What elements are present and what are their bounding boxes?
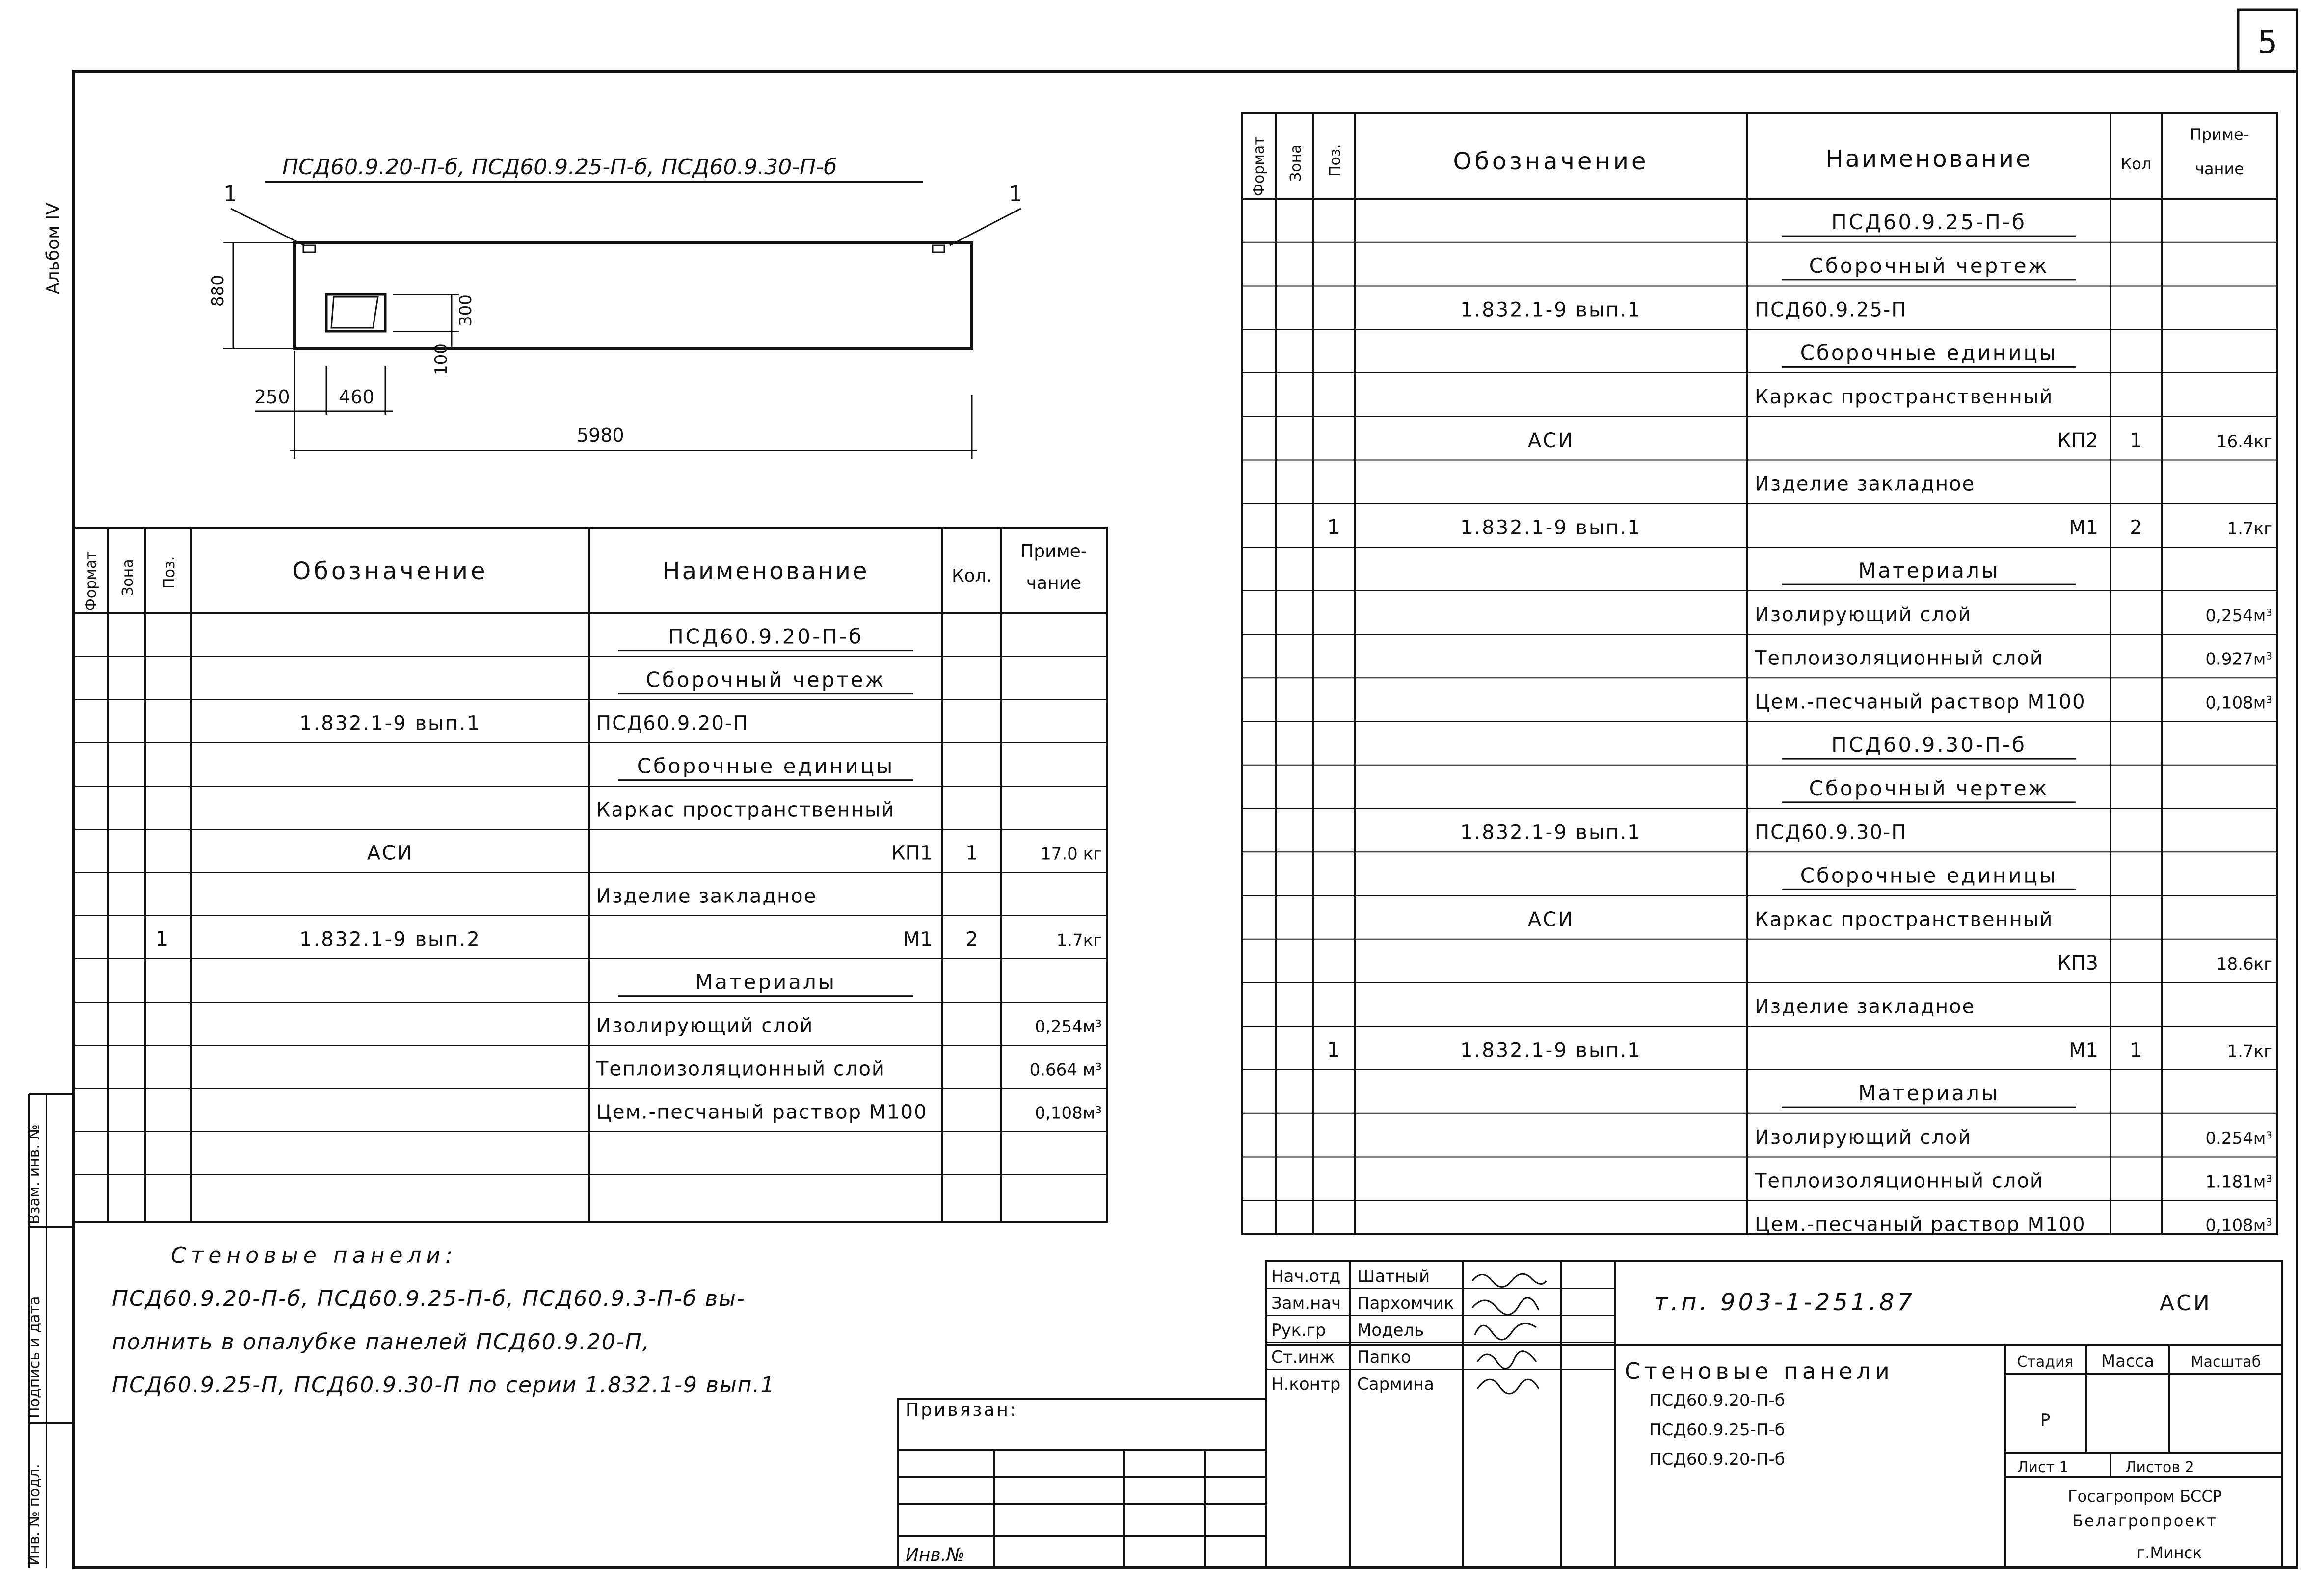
note-line-2: ПСД60.9.20-П-б, ПСД60.9.25-П-б, ПСД60.9.3-П-б вы- <box>112 1286 746 1311</box>
lt-head-note1: Приме- <box>1020 541 1087 561</box>
signatures <box>1472 1274 1546 1394</box>
row-name: ПСД60.9.25-П <box>1755 298 1907 321</box>
right-spec-table <box>1242 113 2277 1236</box>
row-name: ПСД60.9.20-П-б <box>668 624 863 649</box>
row-note: 18.6кг <box>2216 954 2272 974</box>
stage-value: Р <box>2040 1410 2051 1430</box>
row-pos: 1 <box>155 926 169 951</box>
lt-head-pos: Поз. <box>161 556 178 589</box>
signer-role: Зам.нач <box>1271 1294 1341 1313</box>
signers <box>1271 1267 1454 1394</box>
rt-head-zone: Зона <box>1287 144 1305 182</box>
note-line-3: полнить в опалубке панелей ПСД60.9.20-П, <box>112 1329 650 1354</box>
doc-sub1: ПСД60.9.20-П-б <box>1649 1391 1785 1410</box>
row-designation: 1.832.1-9 вып.1 <box>1460 516 1642 539</box>
leader-left: 1 <box>223 182 237 207</box>
signer-role: Н.контр <box>1271 1375 1341 1394</box>
row-name: Каркас пространственный <box>1755 908 2054 931</box>
doc-sub2: ПСД60.9.25-П-б <box>1649 1420 1785 1440</box>
note-line-4: ПСД60.9.25-П, ПСД60.9.30-П по серии 1.832.1-9 вып.1 <box>112 1373 775 1398</box>
row-designation: 1.832.1-9 вып.2 <box>299 928 481 951</box>
row-note: 1.7кг <box>2227 519 2272 539</box>
lt-head-name: Наименование <box>662 557 869 585</box>
row-note: 0,108м³ <box>2205 693 2272 713</box>
row-designation: АСИ <box>1527 908 1575 931</box>
row-qty: 1 <box>965 842 978 865</box>
row-qty: 1 <box>2130 429 2142 452</box>
row-note: 16.4кг <box>2216 431 2272 451</box>
dim-left: 250 <box>254 386 290 408</box>
row-name: Теплоизоляционный слой <box>1755 647 2044 670</box>
signer-role: Рук.гр <box>1271 1321 1326 1340</box>
doc-title: Стеновые панели <box>1625 1358 1894 1384</box>
row-name: КП3 <box>2057 952 2098 975</box>
row-name: Сборочные единицы <box>1800 863 2058 888</box>
stage-label: Стадия <box>2017 1353 2074 1371</box>
row-name: ПСД60.9.25-П-б <box>1831 210 2027 235</box>
panel-drawing <box>208 155 1022 459</box>
org-line1: Госагропром БССР <box>2067 1487 2222 1506</box>
lt-head-format: Формат <box>82 551 100 611</box>
mass-label: Масса <box>2101 1351 2155 1371</box>
lt-head-note2: чание <box>1026 573 1082 593</box>
dim-offset: 100 <box>431 344 451 375</box>
row-qty: 2 <box>2130 516 2142 539</box>
row-note: 17.0 кг <box>1041 844 1102 864</box>
row-designation: АСИ <box>1527 429 1575 452</box>
row-name: Изолирующий слой <box>1755 603 1972 626</box>
row-name: Сборочный чертеж <box>645 667 886 692</box>
row-name: Материалы <box>1858 558 2000 583</box>
row-qty: 1 <box>2130 1039 2142 1062</box>
row-name: Изделие закладное <box>1755 473 1976 496</box>
row-note: 0,108м³ <box>1035 1103 1102 1123</box>
album-label: Альбом IV <box>43 203 63 294</box>
signer-name: Папко <box>1357 1348 1411 1367</box>
row-name: Цем.-песчаный раствор М100 <box>1755 690 2086 714</box>
dim-total: 5980 <box>577 424 624 446</box>
rt-head-note2: чание <box>2195 159 2244 178</box>
org-line3: г.Минск <box>2137 1543 2202 1562</box>
rt-head-note1: Приме- <box>2190 125 2249 144</box>
row-designation: 1.832.1-9 вып.1 <box>1460 1039 1642 1062</box>
signer-role: Нач.отд <box>1271 1267 1341 1286</box>
row-name: Сборочные единицы <box>637 754 895 778</box>
side-stamp-a: Взам. инв. № <box>26 1124 43 1224</box>
rt-head-qty: Кол <box>2120 155 2152 173</box>
row-note: 0.927м³ <box>2205 649 2272 669</box>
row-name: М1 <box>2069 516 2098 539</box>
drawing-title: ПСД60.9.20-П-б, ПСД60.9.25-П-б, ПСД60.9.30-П-б <box>282 155 837 180</box>
doc-part: АСИ <box>2160 1291 2212 1316</box>
row-name: ПСД60.9.20-П <box>596 712 749 735</box>
row-name: КП2 <box>2057 429 2098 452</box>
lt-head-designation: Обозначение <box>292 557 488 585</box>
row-designation: 1.832.1-9 вып.1 <box>299 712 481 735</box>
dim-width: 460 <box>339 386 374 408</box>
row-designation: 1.832.1-9 вып.1 <box>1460 298 1642 321</box>
row-name: Изолирующий слой <box>596 1014 814 1037</box>
general-note <box>112 1234 897 1407</box>
row-name: М1 <box>2069 1039 2098 1062</box>
side-stamp-c: Инв. № подл. <box>26 1464 43 1565</box>
inv-no-label: Инв.№ <box>906 1545 965 1565</box>
row-note: 0,108м³ <box>2205 1216 2272 1236</box>
rt-head-pos: Поз. <box>1327 144 1344 177</box>
row-name: Теплоизоляционный слой <box>596 1058 885 1081</box>
lt-head-zone: Зона <box>119 559 136 596</box>
row-note: 1.7кг <box>2227 1041 2272 1061</box>
page-number: 5 <box>2257 25 2278 61</box>
panel-opening <box>326 294 385 331</box>
row-name: Теплоизоляционный слой <box>1755 1169 2044 1192</box>
row-note: 1.7кг <box>1056 930 1102 951</box>
rt-head-designation: Обозначение <box>1453 148 1649 175</box>
row-name: Сборочные единицы <box>1800 341 2058 365</box>
row-name: Цем.-песчаный раствор М100 <box>596 1101 928 1124</box>
row-name: Цем.-песчаный раствор М100 <box>1755 1213 2086 1236</box>
row-name: М1 <box>903 928 933 951</box>
row-name: Изолирующий слой <box>1755 1126 1972 1149</box>
signer-name: Шатный <box>1357 1267 1430 1286</box>
row-name: Сборочный чертеж <box>1809 253 2049 278</box>
privyazan-label: Привязан: <box>906 1400 1018 1420</box>
panel-outline <box>294 243 972 348</box>
row-note: 1.181м³ <box>2205 1172 2272 1192</box>
row-name: Каркас пространственный <box>1755 386 2054 409</box>
doc-sub3: ПСД60.9.20-П-б <box>1649 1450 1785 1469</box>
signer-name: Пархомчик <box>1357 1294 1454 1313</box>
row-designation: АСИ <box>367 842 414 865</box>
signer-name: Сармина <box>1357 1375 1434 1394</box>
row-name: Сборочный чертеж <box>1809 776 2049 800</box>
signer-role: Ст.инж <box>1271 1348 1335 1367</box>
lt-head-qty: Кол. <box>951 566 992 586</box>
org-line2: Белагропроект <box>2072 1511 2217 1530</box>
row-name: Материалы <box>695 970 836 994</box>
row-note: 0.664 м³ <box>1029 1060 1102 1080</box>
note-line-1: Стеновые панели: <box>171 1243 457 1268</box>
rt-head-format: Формат <box>1251 136 1268 196</box>
row-note: 0.254м³ <box>2205 1128 2272 1148</box>
sheet-label: Лист 1 <box>2017 1459 2069 1476</box>
row-name: КП1 <box>891 842 933 865</box>
row-name: Материалы <box>1858 1081 2000 1106</box>
row-name: Каркас пространственный <box>596 798 895 821</box>
row-name: ПСД60.9.30-П-б <box>1831 733 2027 757</box>
row-qty: 2 <box>965 928 978 951</box>
leader-right: 1 <box>1009 182 1022 207</box>
side-stamp-b: Подпись и дата <box>26 1296 43 1418</box>
signer-name: Модель <box>1357 1321 1424 1340</box>
left-spec-table <box>74 528 1107 1222</box>
row-pos: 1 <box>1327 1037 1340 1062</box>
scale-label: Масштаб <box>2190 1353 2261 1371</box>
row-name: ПСД60.9.30-П <box>1755 821 1907 844</box>
dim-height: 880 <box>208 275 228 307</box>
row-pos: 1 <box>1327 515 1340 539</box>
dim-opening-h: 300 <box>456 294 476 326</box>
row-note: 0,254м³ <box>1035 1017 1102 1037</box>
row-name: Изделие закладное <box>596 885 817 908</box>
doc-code: т.п. 903-1-251.87 <box>1654 1289 1915 1316</box>
row-designation: 1.832.1-9 вып.1 <box>1460 821 1642 844</box>
row-note: 0,254м³ <box>2205 606 2272 626</box>
sheets-label: Листов 2 <box>2125 1459 2194 1476</box>
row-name: Изделие закладное <box>1755 995 1976 1018</box>
rt-head-name: Наименование <box>1825 145 2032 173</box>
